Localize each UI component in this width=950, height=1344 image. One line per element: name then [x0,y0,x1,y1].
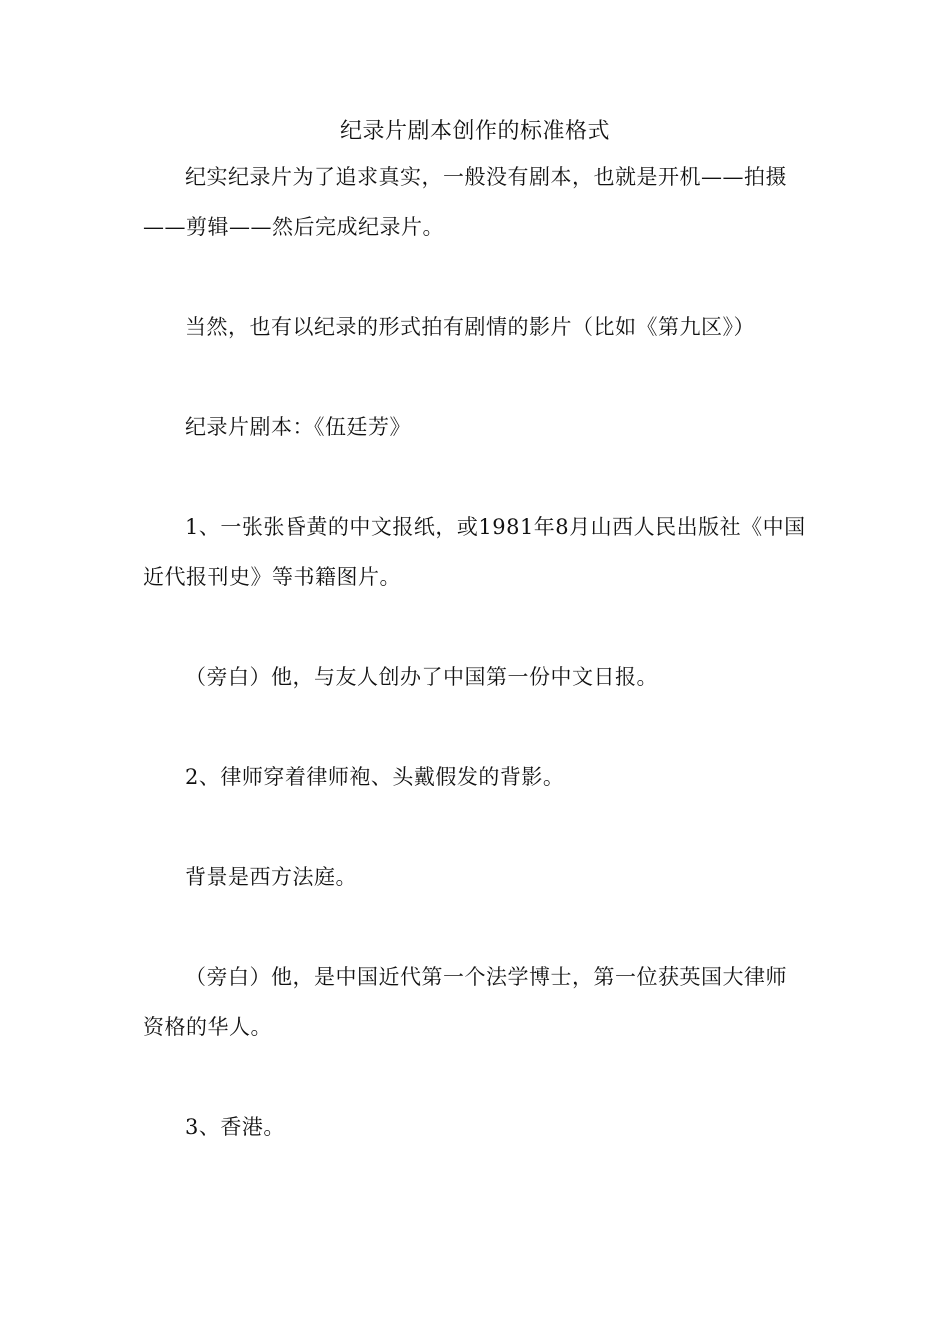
paragraph-script-title: 纪录片剧本：《伍廷芳》 [185,415,411,439]
paragraph-gap [143,352,807,402]
paragraph-intro: 纪实纪录片为了追求真实，一般没有剧本，也就是开机——拍摄——剪辑——然后完成纪录片。 [143,165,787,239]
paragraph-scene-3: 3、香港。 [185,1115,285,1139]
paragraph-gap [143,702,807,752]
paragraph-gap [143,902,807,952]
paragraph-gap [143,1052,807,1102]
paragraph-gap [143,802,807,852]
paragraph-scene-2: 2、律师穿着律师袍、头戴假发的背影。 [185,765,565,789]
paragraph-scene-1: 1、一张张昏黄的中文报纸，或1981年8月山西人民出版社《中国近代报刊史》等书籍图片。 [143,515,806,589]
paragraph-gap [143,602,807,652]
paragraph-background: 背景是西方法庭。 [185,865,357,889]
page-title: 纪录片剧本创作的标准格式 [339,119,610,144]
paragraph-example: 当然，也有以纪录的形式拍有剧情的影片（比如《第九区》） [185,315,755,339]
paragraph-gap [143,252,807,302]
paragraph-narration-2: （旁白）他，是中国近代第一个法学博士，第一位获英国大律师资格的华人。 [143,965,787,1039]
paragraph-narration-1: （旁白）他，与友人创办了中国第一份中文日报。 [185,665,658,689]
document-body [143,112,807,1152]
paragraph-gap [143,452,807,502]
